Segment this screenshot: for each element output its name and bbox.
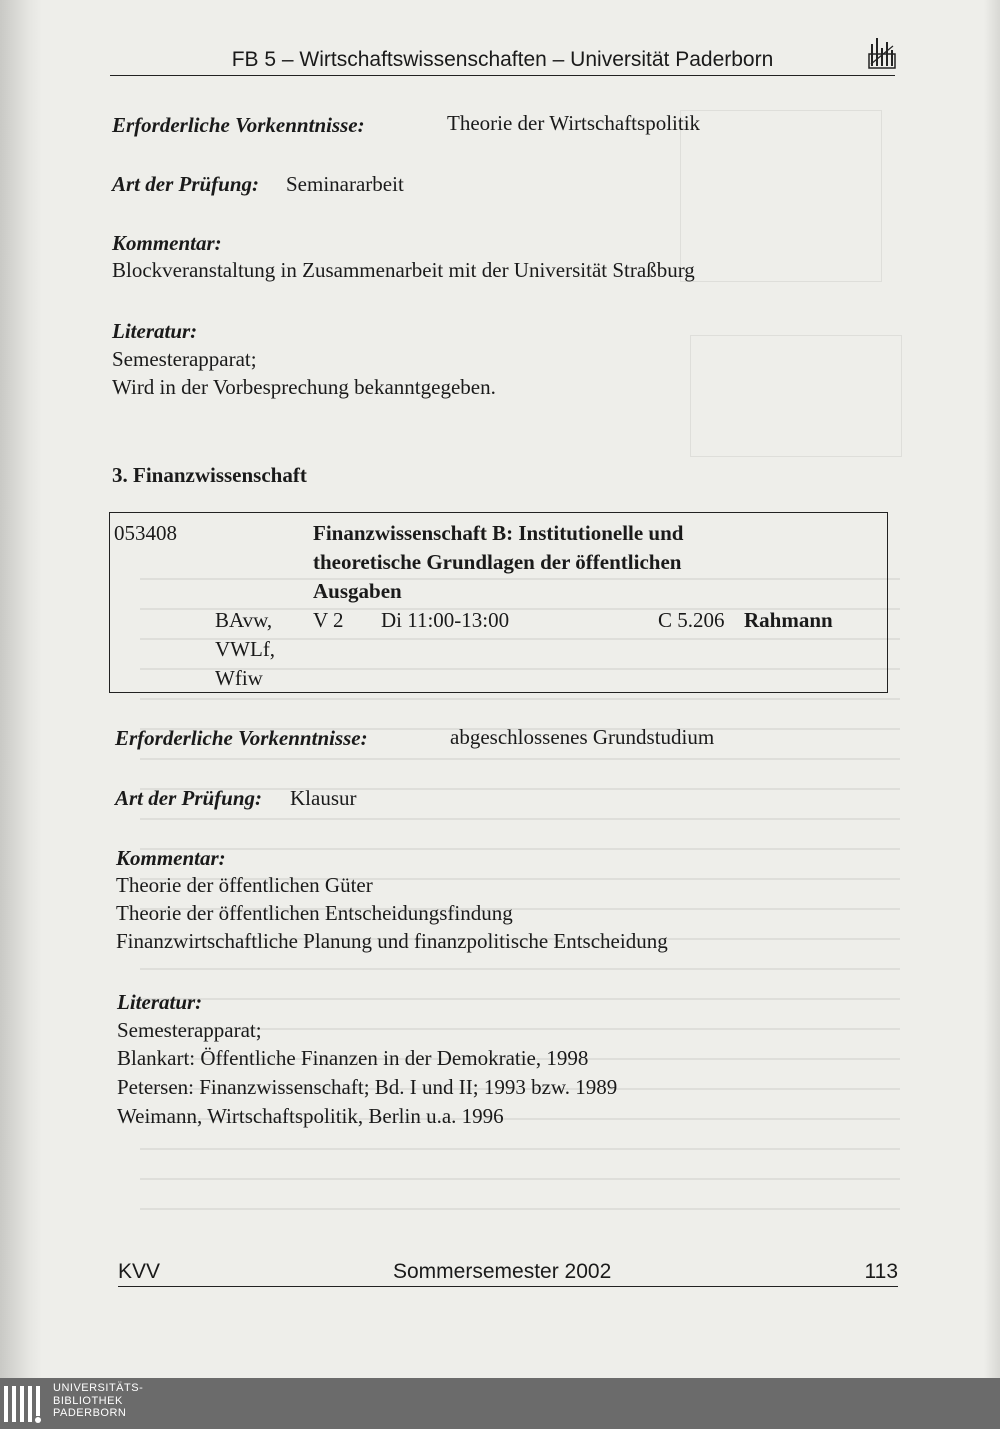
literature-line: Semesterapparat;	[112, 347, 257, 371]
course-number: 053408	[114, 521, 177, 545]
library-watermark-bar	[0, 1378, 1000, 1429]
literature-line: Weimann, Wirtschaftspolitik, Berlin u.a. 1996	[117, 1104, 504, 1128]
exam-value: Klausur	[290, 786, 357, 810]
page-footer	[118, 1258, 898, 1287]
library-line: PADERBORN	[53, 1407, 127, 1419]
show-through-box	[680, 110, 882, 282]
prereq-label-prev: Erforderliche Vorkenntnisse:	[112, 113, 365, 137]
literature-label: Literatur:	[117, 990, 203, 1014]
course-room: C 5.206	[658, 608, 725, 632]
comment-line: Theorie der öffentlichen Entscheidungsfindung	[116, 901, 513, 925]
course-time: Di 11:00-13:00	[381, 608, 510, 632]
prereq-value-prev: Theorie der Wirtschaftspolitik	[447, 111, 701, 135]
footer-center: Sommersemester 2002	[393, 1260, 612, 1283]
library-line: UNIVERSITÄTS-	[53, 1382, 144, 1394]
exam-label-prev: Art der Prüfung:	[112, 172, 260, 196]
prereq-label: Erforderliche Vorkenntnisse:	[115, 726, 368, 750]
show-through-box	[690, 335, 902, 457]
comment-label-prev: Kommentar:	[112, 231, 222, 255]
course-title-line: Finanzwissenschaft B: Institutionelle und	[313, 521, 684, 545]
comment-line: Finanzwirtschaftliche Planung und finanzpolitische Entscheidung	[116, 929, 668, 953]
binding-shadow	[0, 0, 42, 1378]
library-logo-icon	[4, 1384, 44, 1424]
comment-line: Theorie der öffentlichen Güter	[116, 873, 373, 897]
literature-line: Petersen: Finanzwissenschaft; Bd. I und II; 1993 bzw. 1989	[117, 1075, 618, 1099]
course-box	[109, 512, 888, 693]
course-title-line: Ausgaben	[313, 579, 402, 603]
literature-line: Wird in der Vorbesprechung bekanntgegeben.	[112, 375, 496, 399]
running-head: FB 5 – Wirtschaftswissenschaften – Universität Paderborn	[110, 48, 895, 76]
exam-label: Art der Prüfung:	[115, 786, 263, 810]
literature-line: Semesterapparat;	[117, 1018, 262, 1042]
exam-value-prev: Seminararbeit	[286, 172, 404, 196]
course-program: BAvw,	[215, 608, 273, 632]
literature-label-prev: Literatur:	[112, 319, 198, 343]
literature-line: Blankart: Öffentliche Finanzen in der Demokratie, 1998	[117, 1046, 589, 1070]
comment-line: Blockveranstaltung in Zusammenarbeit mit der Universität Straßburg	[112, 258, 695, 282]
course-program: Wfiw	[215, 666, 263, 690]
course-program: VWLf,	[215, 637, 276, 661]
section-heading: 3. Finanzwissenschaft	[112, 463, 307, 487]
page-edge	[984, 0, 1000, 1378]
prereq-value: abgeschlossenes Grundstudium	[450, 725, 715, 749]
page-number: 113	[864, 1260, 898, 1283]
university-logo-icon	[868, 34, 896, 70]
course-type: V 2	[313, 608, 344, 632]
footer-left: KVV	[118, 1260, 161, 1283]
library-line: BIBLIOTHEK	[53, 1394, 123, 1407]
comment-label: Kommentar:	[116, 846, 226, 870]
course-title-line: theoretische Grundlagen der öffentlichen	[313, 550, 682, 574]
course-lecturer: Rahmann	[744, 608, 833, 632]
library-name	[53, 1382, 143, 1420]
